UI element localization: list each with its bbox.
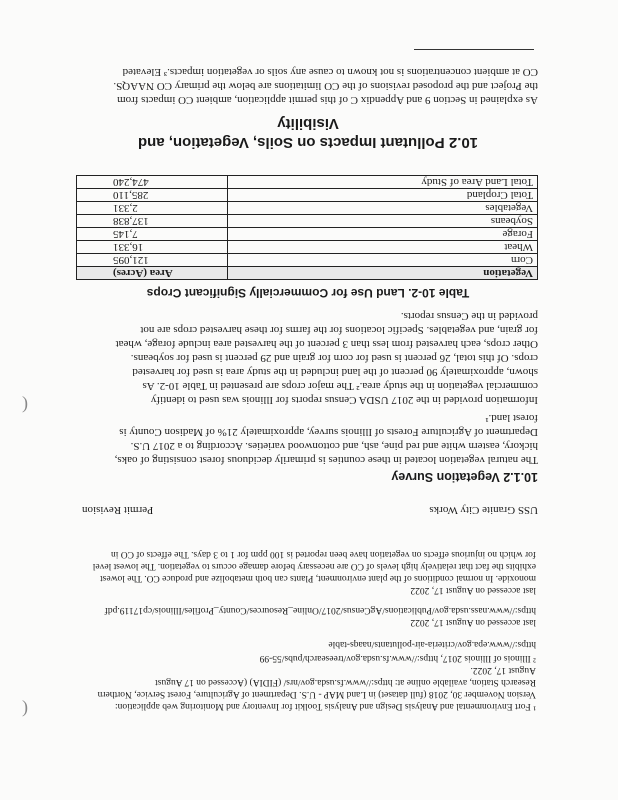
body-line: Information provided in the 2017 USDA Census reports for Illinois was used to identify <box>150 394 538 406</box>
area-cell: 285,110 <box>77 189 228 202</box>
body-line: hickory, eastern white and red pine, ash, and cottonwood varieties. According to a 2017 U.S. <box>130 440 538 452</box>
body-line: provided in the Census reports. <box>400 310 538 322</box>
footnote-line: last accessed on August 17, 2022 <box>410 617 536 627</box>
land-use-table <box>76 175 538 280</box>
footnote-line: Research Station, available online at: https://www.fs.usda.gov/nrs/ (FIDIA) (Accessed on 17 August <box>155 677 536 687</box>
footnote-line: ¹ Fort Environmental and Analysis Design and Analysis Toolkit for Inventory and Monitoring web application: <box>114 701 536 711</box>
crop-cell: Wheat <box>228 241 538 254</box>
footnote-line: August 17, 2022. <box>470 665 536 675</box>
crop-cell: Total Cropland <box>228 189 538 202</box>
body-line: shown, approximately 90 percent of the land included in the study area is used for harvested <box>132 366 538 378</box>
table-row <box>77 228 538 241</box>
body-line: forest land.¹ <box>485 412 538 424</box>
area-cell: 2,331 <box>77 202 228 215</box>
footnote-link[interactable]: https://www.epa.gov/criteria-air-pollutants/naaqs-table <box>328 639 536 649</box>
footnote-line: exhibits the fact that relatively high levels of CO are necessary before damage occurs to vegetation. The lowest level <box>92 561 536 571</box>
table-row <box>77 241 538 254</box>
body-line: the Project and the proposed revisions of the CO limitations are below the primary CO NAAQS. <box>113 80 538 92</box>
footnote-link[interactable]: https://www.nass.usda.gov/Publications/AgCensus/2017/Online_Resources/County_Profiles/Illinois/cp17119.pdf <box>104 605 536 615</box>
section-heading: 10.1.2 Vegetation Survey <box>391 470 538 484</box>
footnote-line: Version November 30, 2018 (full dataset) in Land MAP - U.S. Department of Agriculture, Forest Service, Northern <box>97 689 536 699</box>
table-row <box>77 254 538 267</box>
header-left: USS Granite City Works <box>429 504 538 516</box>
table-row <box>77 215 538 228</box>
body-line: The natural vegetation located in these counties is primarily deciduous forest consisting of oaks, <box>114 454 538 466</box>
table-header-row <box>77 267 538 280</box>
body-line: for grain, and vegetables. Specific locations for the farms for these harvested crops are not <box>140 324 538 336</box>
body-line: CO at ambient concentrations is not known to cause any soils or vegetation impacts.³ Elevated <box>122 66 538 78</box>
binder-hole-mark: ( <box>22 700 28 720</box>
area-cell: 121,095 <box>77 254 228 267</box>
binder-hole-mark: ( <box>22 396 28 416</box>
footnote-line: monoxide. In normal conditions of the plant environment, Plants can both metabolize and produce CO. The lowest <box>100 573 536 583</box>
body-line: Department of Agriculture Forests of Illinois survey, approximately 21% of Madison County is <box>119 426 538 438</box>
table-caption: Table 10-2. Land Use for Commercially Significant Crops <box>146 286 470 300</box>
column-header: Vegetation <box>228 267 538 280</box>
crop-cell: Total Land Area of Study <box>228 176 538 189</box>
crop-cell: Vegetables <box>228 202 538 215</box>
heading-line: Visibility <box>277 115 339 132</box>
table-row <box>77 189 538 202</box>
body-line: crops. Of this total, 26 percent is used for corn for grain and 29 percent is used for soybeans. <box>130 352 538 364</box>
section-heading-10-2 <box>78 114 538 152</box>
area-cell: 16,331 <box>77 241 228 254</box>
body-line: commercial vegetation in the study area.² The major crops are presented in Table 10-2. As <box>142 380 538 392</box>
crop-cell: Forage <box>228 228 538 241</box>
footnote-line: last accessed on August 17, 2022 <box>410 585 536 595</box>
crop-cell: Corn <box>228 254 538 267</box>
crop-cell: Soybeans <box>228 215 538 228</box>
area-cell: 474,240 <box>77 176 228 189</box>
area-cell: 7,145 <box>77 228 228 241</box>
body-line: As explained in Section 9 and Appendix C of this permit application, ambient CO impacts from <box>117 94 538 106</box>
divider-rule <box>414 49 534 50</box>
table-row <box>77 176 538 189</box>
heading-line: 10.2 Pollutant Impacts on Soils, Vegetation, and <box>137 134 479 151</box>
header-right: Permit Revision <box>82 504 154 516</box>
footnote-line: ² Illinois of Illinois 2017, https://www.fs.usda.gov/treesearch/pubs/55-99 <box>259 653 536 663</box>
area-cell: 137,838 <box>77 215 228 228</box>
body-line: Other crops, each harvested from less than 3 percent of the harvested area include forage, wheat <box>115 338 538 350</box>
column-header: Area (Acres) <box>77 267 228 280</box>
table-row <box>77 202 538 215</box>
footnote-line: for which no injurious effects on vegetation have been reported is 100 ppm for 1 to 3 days. The effects of CO in <box>110 549 536 559</box>
